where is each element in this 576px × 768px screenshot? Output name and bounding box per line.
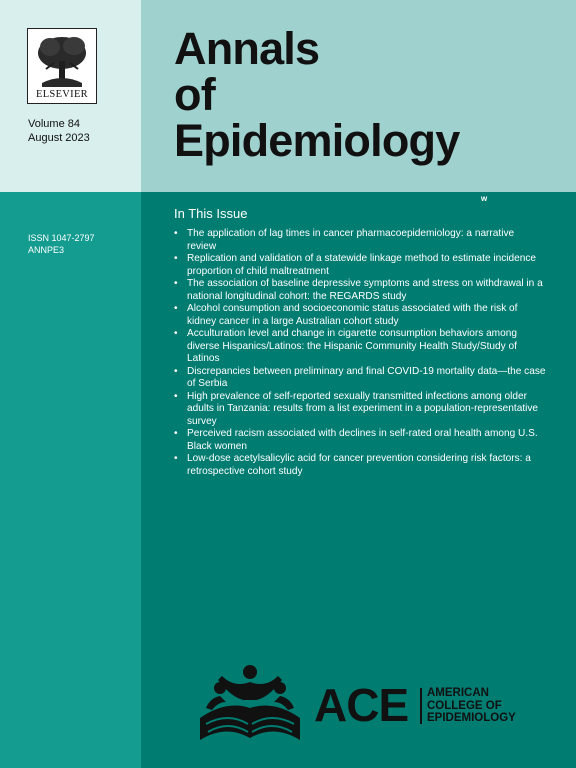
article-item [174, 428, 546, 453]
article-title: High prevalence of self-reported sexually transmitted infections among older adults in Tanzania: results from a list experiment in a population-representative survey [187, 390, 539, 427]
issue-date: August 2023 [28, 132, 90, 144]
article-item [174, 366, 546, 391]
title-line-1: Annals [174, 23, 320, 74]
article-item [174, 228, 546, 253]
article-item [174, 453, 546, 478]
bullet: • [174, 328, 178, 339]
volume-number: Volume 84 [28, 118, 80, 130]
article-item [174, 303, 546, 328]
bullet: • [174, 365, 178, 377]
ace-divider [420, 688, 422, 724]
article-title: Perceived racism associated with declines in self-rated oral health among U.S. Black women [187, 428, 538, 452]
article-title: The association of baseline depressive symptoms and stress on withdrawal in a national longitudinal cohort: the REGARDS study [187, 278, 543, 302]
ace-name-line-2: COLLEGE OF [427, 699, 502, 712]
ace-emblem-icon [196, 662, 304, 742]
coden: ANNPE3 [28, 245, 65, 255]
elsevier-wordmark: ELSEVIER [36, 89, 88, 100]
ace-wordmark: ACE [314, 679, 409, 731]
w-mark: w [481, 194, 488, 203]
ace-full-name [427, 687, 516, 725]
bullet: • [174, 453, 178, 464]
article-title: Replication and validation of a statewide linkage method to estimate incidence proportion of child maltreatment [187, 253, 537, 277]
issn: ISSN 1047-2797 [28, 233, 95, 243]
bullet: • [174, 390, 178, 402]
bullet: • [174, 278, 178, 289]
article-item [174, 328, 546, 366]
journal-title [174, 23, 460, 166]
ace-name-line-3: EPIDEMIOLOGY [427, 712, 516, 724]
article-item [174, 253, 546, 278]
bullet: • [174, 303, 178, 314]
issn-block [28, 232, 95, 256]
article-item [174, 391, 546, 429]
volume-info [28, 117, 90, 145]
in-this-issue-heading: In This Issue [174, 206, 248, 221]
article-title: Discrepancies between preliminary and final COVID-19 mortality data—the case of Serbia [187, 365, 546, 389]
title-line-2: of [174, 69, 215, 120]
article-list [174, 228, 546, 478]
tree-icon [32, 33, 92, 89]
article-title: Alcohol consumption and socioeconomic status associated with the risk of kidney cancer in a large Australian cohort study [187, 303, 518, 327]
article-item [174, 278, 546, 303]
article-title: Acculturation level and change in cigarette consumption behaviors among diverse Hispanics/Latinos: the Hispanic Community Health Study/Study of Latinos [187, 328, 517, 364]
article-title: The application of lag times in cancer pharmacoepidemiology: a narrative review [187, 228, 515, 252]
article-title: Low-dose acetylsalicylic acid for cancer prevention considering risk factors: a retrospective cohort study [187, 453, 531, 477]
ace-name-line-1: AMERICAN [427, 687, 489, 699]
bullet: • [174, 428, 178, 439]
bullet: • [174, 253, 178, 264]
title-line-3: Epidemiology [174, 115, 460, 166]
bullet: • [174, 228, 178, 239]
left-column-panel [0, 192, 141, 768]
elsevier-logo [27, 28, 97, 104]
